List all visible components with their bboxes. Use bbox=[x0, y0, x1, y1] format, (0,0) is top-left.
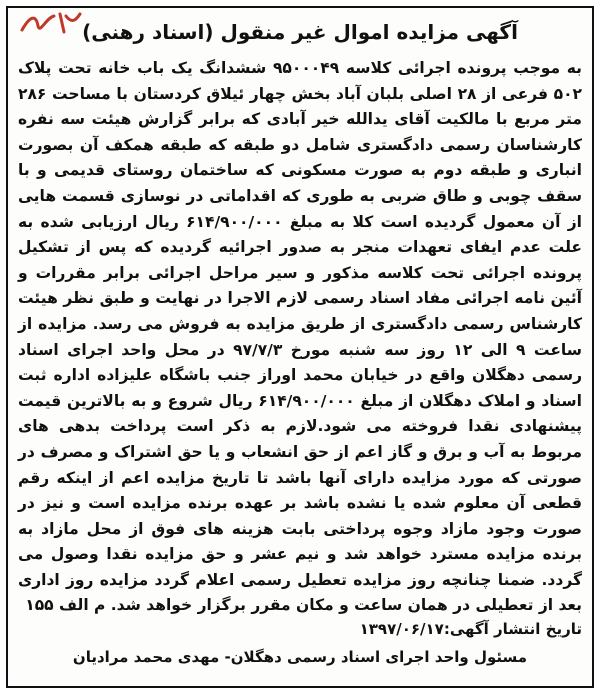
notice-body: به موجب پرونده اجرائی کلاسه ۹۵۰۰۰۴۹ ششدانگ یک باب خانه تحت پلاک ۵۰۲ فرعی از ۲۸ اصلی بلبان آباد بخش چهار ئیلاق کردستان با مساحت ۲۸۶ متر مربع با مالکیت آقای یدالله خیر آبادی که برابر گزارش هیئت سه نفره کارشناسان رسمی دادگستری شامل دو طبقه که طبقه همکف آن بصورت انباری و طبقه دوم به صورت مسکونی که ساختمان روستای قدیمی و با سقف چوبی و طاق ضربی به طوری که اقداماتی در نوسازی قسمت هایی از آن معمول گردیده است کلا به مبلغ ۶۱۴/۹۰۰/۰۰۰ ریال ارزیابی شده به علت عدم ایفای تعهدات منجر به صدور اجرائیه گردیده که پس از تشکیل پرونده اجرائی تحت کلاسه مذکور و سیر مراحل اجرائی برابر مقررات و آئین نامه اجرائی مفاد اسناد رسمی لازم الاجرا در نهایت و طبق نظر هیئت کارشناس رسمی دادگستری از طریق مزایده به فروش می رسد. مزایده از ساعت ۹ الی ۱۲ روز سه شنبه مورخ ۹۷/۷/۳ در محل واحد اجرای اسناد رسمی دهگلان واقع در خیابان محمد اوراز جنب باشگاه علیزاده اداره ثبت اسناد و املاک دهگلان از مبلغ ۶۱۴/۹۰۰/۰۰۰ ریال شروع و به بالاترین قیمت پیشنهادی نقدا فروخته می شود.لازم به ذکر است پرداخت بدهی های مربوط به آب و برق و گاز اعم از حق انشعاب و یا حق اشتراک و مصرف در صورتی که مورد مزایده دارای آنها باشد تا تاریخ مزایده اعم از اینکه رقم قطعی آن معلوم شده یا نشده باشد بر عهده برنده مزایده است و نیز در صورت وجود مازاد وجوه پرداختی بابت هزینه های فوق از محل مازاد به برنده مزایده مسترد خواهد شد و نیم عشر و حق مزایده نقدا وصول می گردد. ضمنا چنانچه روز مزایده تعطیل رسمی اعلام گردد مزایده روز اداری بعد از تعطیلی در همان ساعت و مکان مقرر برگزار خواهد شد. م الف ۱۵۵ bbox=[18, 59, 582, 615]
publication-date: تاریخ انتشار آگهی:۱۳۹۷/۰۶/۱۷ bbox=[359, 620, 582, 638]
signature-line: مسئول واحد اجرای اسناد رسمی دهگلان- مهدی محمد مرادیان bbox=[72, 648, 528, 666]
notice-title: آگهی مزایده اموال غیر منقول (اسناد رهنی) bbox=[82, 20, 518, 44]
auction-notice bbox=[6, 6, 594, 688]
